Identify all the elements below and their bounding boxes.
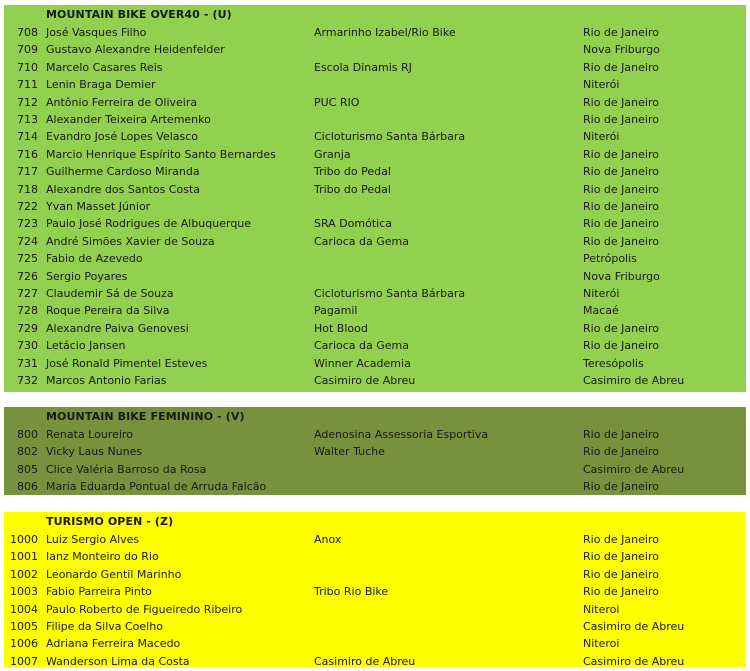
rider-row — [4, 601, 746, 618]
rider-club: Casimiro de Abreu — [314, 654, 416, 668]
rider-name: Gustavo Alexandre Heidenfelder — [46, 43, 225, 57]
section-turismo-open — [4, 512, 746, 667]
rider-row — [4, 250, 746, 267]
rider-num: 1003 — [10, 585, 38, 599]
rider-num: 730 — [17, 339, 38, 353]
rider-city: Casimiro de Abreu — [583, 654, 685, 668]
rider-row — [4, 302, 746, 319]
rider-name: André Simões Xavier de Souza — [46, 234, 215, 248]
rider-name: Marcelo Casares Reis — [46, 60, 163, 74]
rider-name: José Ronald Pimentel Esteves — [46, 356, 208, 370]
rider-row — [4, 320, 746, 337]
rider-name: Maria Eduarda Pontual de Arruda Falcão — [46, 480, 267, 494]
rider-num: 709 — [17, 43, 38, 57]
rider-club: PUC RIO — [314, 95, 360, 109]
rider-row — [4, 24, 746, 41]
rider-row — [4, 478, 746, 495]
rider-row — [4, 233, 746, 250]
rider-row — [4, 443, 746, 460]
rider-num: 1007 — [10, 654, 38, 668]
rider-city: Rio de Janeiro — [583, 165, 659, 179]
rider-num: 723 — [17, 217, 38, 231]
rider-row — [4, 76, 746, 93]
rider-name: Marcos Antonio Farias — [46, 374, 167, 387]
rider-club: Carioca da Gema — [314, 234, 409, 248]
rider-name: Leonardo Gentil Marinho — [46, 567, 182, 581]
rider-num: 714 — [17, 130, 38, 144]
rider-city: Niterói — [583, 287, 620, 300]
rider-num: 711 — [17, 78, 38, 92]
rider-row — [4, 618, 746, 635]
rider-city: Casimiro de Abreu — [583, 374, 685, 387]
rider-name: Guilherme Cardoso Miranda — [46, 165, 200, 179]
rider-num: 800 — [17, 428, 38, 441]
rider-row — [4, 146, 746, 163]
rider-name: Roque Pereira da Silva — [46, 304, 170, 318]
rider-name: Alexandre Paiva Genovesi — [46, 321, 189, 335]
rider-row — [4, 215, 746, 232]
rider-row — [4, 548, 746, 565]
rider-num: 708 — [17, 26, 38, 39]
rider-name: Evandro José Lopes Velasco — [46, 130, 199, 144]
rider-club: Armarinho Izabel/Rio Bike — [314, 26, 456, 39]
rider-city: Casimiro de Abreu — [583, 462, 685, 476]
rider-row — [4, 566, 746, 583]
section-mountain-bike-feminino — [4, 407, 746, 495]
rider-name: Renata Loureiro — [46, 428, 133, 441]
rider-club: Cicloturismo Santa Bárbara — [314, 287, 466, 300]
rider-num: 805 — [17, 462, 38, 476]
rider-name: Fabio de Azevedo — [46, 252, 143, 266]
rider-city: Rio de Janeiro — [583, 428, 659, 441]
rider-row — [4, 181, 746, 198]
rider-name: Wanderson Lima da Costa — [46, 654, 190, 668]
rider-name: Yvan Masset Júnior — [46, 200, 151, 213]
rider-name: Luiz Sergio Alves — [46, 533, 140, 546]
rider-name: Fabio Parreira Pinto — [46, 585, 152, 599]
rider-num: 1001 — [10, 550, 38, 564]
rider-num: 731 — [17, 356, 38, 370]
rider-row — [4, 128, 746, 145]
rider-num: 1006 — [10, 637, 38, 651]
rider-row — [4, 198, 746, 215]
rider-club: Granja — [314, 147, 351, 161]
rider-row — [4, 461, 746, 478]
rider-num: 727 — [17, 287, 38, 300]
rider-num: 806 — [17, 480, 38, 494]
rider-city: Macaé — [583, 304, 619, 318]
rider-row — [4, 372, 746, 389]
rider-city: Petrópolis — [583, 252, 637, 266]
section-title: TURISMO OPEN - (Z) — [46, 515, 174, 528]
rider-name: Adriana Ferreira Macedo — [46, 637, 181, 651]
rider-num: 1004 — [10, 602, 38, 616]
rider-num: 726 — [17, 269, 38, 283]
rider-club: Carioca da Gema — [314, 339, 409, 353]
rider-num: 716 — [17, 147, 38, 161]
rider-city: Rio de Janeiro — [583, 26, 659, 39]
rider-city: Casimiro de Abreu — [583, 620, 685, 633]
rider-row — [4, 285, 746, 302]
rider-row — [4, 59, 746, 76]
rider-num: 712 — [17, 95, 38, 109]
rider-num: 718 — [17, 182, 38, 196]
section-title: MOUNTAIN BIKE OVER40 - (U) — [46, 8, 232, 21]
rider-club: Escola Dinamis RJ — [314, 60, 412, 74]
rider-city: Rio de Janeiro — [583, 95, 659, 109]
rider-num: 713 — [17, 113, 38, 126]
rider-name: Marcio Henrique Espírito Santo Bernardes — [46, 147, 276, 161]
rider-name: Alexander Teixeira Artemenko — [46, 113, 211, 126]
rider-num: 717 — [17, 165, 38, 179]
rider-row — [4, 531, 746, 548]
rider-name: Paulo José Rodrigues de Albuquerque — [46, 217, 252, 231]
rider-name: Sergio Poyares — [46, 269, 128, 283]
rider-name: Lenin Braga Demier — [46, 78, 156, 92]
rider-name: José Vasques Filho — [46, 26, 147, 39]
rider-num: 725 — [17, 252, 38, 266]
rider-num: 732 — [17, 374, 38, 387]
rider-row — [4, 355, 746, 372]
rider-city: Rio de Janeiro — [583, 113, 659, 126]
rider-row — [4, 94, 746, 111]
rider-num: 1002 — [10, 567, 38, 581]
rider-num: 1000 — [10, 533, 38, 546]
rider-row — [4, 337, 746, 354]
rider-club: SRA Domótica — [314, 217, 393, 231]
rider-city: Niteroi — [583, 637, 620, 651]
rider-city: Rio de Janeiro — [583, 480, 659, 494]
rider-num: 722 — [17, 200, 38, 213]
rider-city: Rio de Janeiro — [583, 147, 659, 161]
rider-row — [4, 163, 746, 180]
rider-num: 710 — [17, 60, 38, 74]
rider-num: 1005 — [10, 620, 38, 633]
rider-club: Winner Academia — [314, 356, 411, 370]
rider-num: 728 — [17, 304, 38, 318]
section-title: MOUNTAIN BIKE FEMININO - (V) — [46, 410, 245, 423]
rider-name: Ianz Monteiro do Rio — [46, 550, 159, 564]
rider-city: Nova Friburgo — [583, 269, 660, 283]
rider-num: 724 — [17, 234, 38, 248]
rider-row — [4, 41, 746, 58]
rider-city: Rio de Janeiro — [583, 550, 659, 564]
rider-club: Walter Tuche — [314, 445, 385, 459]
rider-name: Alexandre dos Santos Costa — [46, 182, 201, 196]
rider-city: Rio de Janeiro — [583, 200, 659, 213]
rider-city: Rio de Janeiro — [583, 445, 659, 459]
rider-row — [4, 268, 746, 285]
rider-name: Antônio Ferreira de Oliveira — [46, 95, 198, 109]
rider-city: Rio de Janeiro — [583, 567, 659, 581]
rider-club: Anox — [314, 533, 342, 546]
rider-city: Niterói — [583, 130, 620, 144]
rider-club: Tribo do Pedal — [314, 182, 391, 196]
rider-city: Niterói — [583, 78, 620, 92]
rider-city: Teresópolis — [583, 356, 644, 370]
rider-row — [4, 111, 746, 128]
rider-row — [4, 635, 746, 652]
rider-club: Tribo do Pedal — [314, 165, 391, 179]
rider-name: Clice Valéria Barroso da Rosa — [46, 462, 207, 476]
rider-row — [4, 653, 746, 670]
rider-row — [4, 583, 746, 600]
rider-club: Tribo Rio Bike — [314, 585, 389, 599]
rider-name: Vicky Laus Nunes — [46, 445, 143, 459]
rider-name: Filipe da Silva Coelho — [46, 620, 163, 633]
rider-city: Rio de Janeiro — [583, 217, 659, 231]
rider-city: Rio de Janeiro — [583, 60, 659, 74]
rider-club: Pagamil — [314, 304, 358, 318]
rider-city: Niteroi — [583, 602, 620, 616]
rider-row — [4, 426, 746, 443]
rider-num: 729 — [17, 321, 38, 335]
rider-city: Rio de Janeiro — [583, 339, 659, 353]
rider-city: Rio de Janeiro — [583, 533, 659, 546]
rider-club: Cicloturismo Santa Bárbara — [314, 130, 466, 144]
section-mountain-bike-over40 — [4, 5, 746, 392]
rider-name: Letácio Jansen — [46, 339, 126, 353]
rider-club: Casimiro de Abreu — [314, 374, 416, 387]
rider-num: 802 — [17, 445, 38, 459]
rider-city: Nova Friburgo — [583, 43, 660, 57]
rider-city: Rio de Janeiro — [583, 234, 659, 248]
rider-city: Rio de Janeiro — [583, 321, 659, 335]
rider-city: Rio de Janeiro — [583, 585, 659, 599]
rider-city: Rio de Janeiro — [583, 182, 659, 196]
rider-club: Adenosina Assessoria Esportiva — [314, 428, 489, 441]
rider-name: Paulo Roberto de Figueiredo Ribeiro — [46, 602, 243, 616]
rider-name: Claudemir Sá de Souza — [46, 287, 174, 300]
rider-club: Hot Blood — [314, 321, 368, 335]
